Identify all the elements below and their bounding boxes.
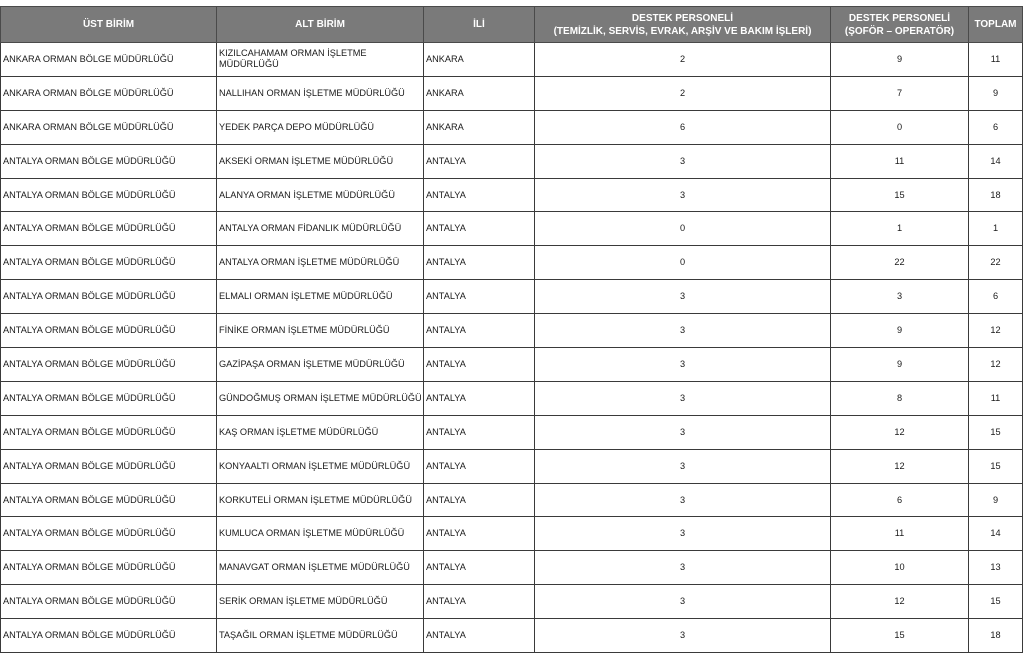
cell-toplam: 14 <box>969 144 1023 178</box>
cell-toplam: 22 <box>969 246 1023 280</box>
cell-destek2: 11 <box>831 144 969 178</box>
cell-ust-birim: ANTALYA ORMAN BÖLGE MÜDÜRLÜĞÜ <box>1 517 217 551</box>
cell-ust-birim: ANTALYA ORMAN BÖLGE MÜDÜRLÜĞÜ <box>1 314 217 348</box>
table-body <box>1 43 1023 653</box>
cell-ust-birim: ANKARA ORMAN BÖLGE MÜDÜRLÜĞÜ <box>1 43 217 77</box>
cell-alt-birim: AKSEKİ ORMAN İŞLETME MÜDÜRLÜĞÜ <box>217 144 424 178</box>
cell-destek2: 12 <box>831 449 969 483</box>
header-destek1-line1: DESTEK PERSONELİ <box>631 12 734 24</box>
cell-destek1: 3 <box>535 619 831 653</box>
cell-destek1: 0 <box>535 212 831 246</box>
table-row <box>1 212 1023 246</box>
table-row <box>1 280 1023 314</box>
cell-destek1: 6 <box>535 110 831 144</box>
cell-destek2: 9 <box>831 43 969 77</box>
cell-destek2: 8 <box>831 381 969 415</box>
cell-ili: ANTALYA <box>424 415 535 449</box>
cell-destek1: 3 <box>535 280 831 314</box>
cell-destek1: 3 <box>535 517 831 551</box>
cell-toplam: 18 <box>969 178 1023 212</box>
cell-ili: ANKARA <box>424 110 535 144</box>
cell-destek2: 11 <box>831 517 969 551</box>
table-row <box>1 585 1023 619</box>
header-ust-birim: ÜST BİRİM <box>1 7 217 43</box>
cell-destek2: 3 <box>831 280 969 314</box>
cell-toplam: 13 <box>969 551 1023 585</box>
cell-alt-birim: FİNİKE ORMAN İŞLETME MÜDÜRLÜĞÜ <box>217 314 424 348</box>
cell-ili: ANTALYA <box>424 144 535 178</box>
table-row <box>1 178 1023 212</box>
cell-destek1: 2 <box>535 76 831 110</box>
cell-ust-birim: ANTALYA ORMAN BÖLGE MÜDÜRLÜĞÜ <box>1 619 217 653</box>
cell-destek2: 12 <box>831 585 969 619</box>
cell-ust-birim: ANKARA ORMAN BÖLGE MÜDÜRLÜĞÜ <box>1 76 217 110</box>
cell-ust-birim: ANTALYA ORMAN BÖLGE MÜDÜRLÜĞÜ <box>1 144 217 178</box>
cell-alt-birim: GÜNDOĞMUŞ ORMAN İŞLETME MÜDÜRLÜĞÜ <box>217 381 424 415</box>
cell-destek2: 9 <box>831 314 969 348</box>
cell-alt-birim: SERİK ORMAN İŞLETME MÜDÜRLÜĞÜ <box>217 585 424 619</box>
cell-destek1: 3 <box>535 551 831 585</box>
cell-ust-birim: ANTALYA ORMAN BÖLGE MÜDÜRLÜĞÜ <box>1 551 217 585</box>
cell-destek1: 3 <box>535 178 831 212</box>
personnel-table-wrapper <box>0 6 1023 653</box>
cell-toplam: 6 <box>969 110 1023 144</box>
table-row <box>1 144 1023 178</box>
table-row <box>1 415 1023 449</box>
cell-ust-birim: ANTALYA ORMAN BÖLGE MÜDÜRLÜĞÜ <box>1 246 217 280</box>
table-row <box>1 110 1023 144</box>
header-destek-personeli-temizlik <box>535 7 831 43</box>
cell-alt-birim: YEDEK PARÇA DEPO MÜDÜRLÜĞÜ <box>217 110 424 144</box>
cell-destek2: 6 <box>831 483 969 517</box>
cell-toplam: 18 <box>969 619 1023 653</box>
table-row <box>1 314 1023 348</box>
header-destek2-line2: (ŞOFÖR – OPERATÖR) <box>844 25 955 37</box>
cell-destek1: 0 <box>535 246 831 280</box>
cell-ili: ANTALYA <box>424 314 535 348</box>
cell-alt-birim: MANAVGAT ORMAN İŞLETME MÜDÜRLÜĞÜ <box>217 551 424 585</box>
cell-alt-birim: ANTALYA ORMAN FİDANLIK MÜDÜRLÜĞÜ <box>217 212 424 246</box>
cell-destek2: 15 <box>831 178 969 212</box>
cell-alt-birim: ELMALI ORMAN İŞLETME MÜDÜRLÜĞÜ <box>217 280 424 314</box>
header-destek-personeli-sofor <box>831 7 969 43</box>
cell-ust-birim: ANTALYA ORMAN BÖLGE MÜDÜRLÜĞÜ <box>1 178 217 212</box>
cell-toplam: 1 <box>969 212 1023 246</box>
table-row <box>1 483 1023 517</box>
table-row <box>1 517 1023 551</box>
cell-ili: ANTALYA <box>424 551 535 585</box>
cell-alt-birim: ALANYA ORMAN İŞLETME MÜDÜRLÜĞÜ <box>217 178 424 212</box>
cell-ili: ANTALYA <box>424 483 535 517</box>
table-row <box>1 43 1023 77</box>
cell-ust-birim: ANTALYA ORMAN BÖLGE MÜDÜRLÜĞÜ <box>1 280 217 314</box>
cell-toplam: 9 <box>969 483 1023 517</box>
header-ili: İLİ <box>424 7 535 43</box>
cell-toplam: 15 <box>969 585 1023 619</box>
table-row <box>1 246 1023 280</box>
cell-toplam: 12 <box>969 348 1023 382</box>
cell-toplam: 9 <box>969 76 1023 110</box>
cell-destek2: 9 <box>831 348 969 382</box>
cell-toplam: 11 <box>969 381 1023 415</box>
cell-ust-birim: ANTALYA ORMAN BÖLGE MÜDÜRLÜĞÜ <box>1 449 217 483</box>
cell-destek1: 3 <box>535 483 831 517</box>
cell-destek2: 1 <box>831 212 969 246</box>
cell-toplam: 6 <box>969 280 1023 314</box>
cell-ili: ANTALYA <box>424 212 535 246</box>
header-toplam: TOPLAM <box>969 7 1023 43</box>
cell-alt-birim: NALLIHAN ORMAN İŞLETME MÜDÜRLÜĞÜ <box>217 76 424 110</box>
cell-ili: ANTALYA <box>424 517 535 551</box>
cell-destek2: 15 <box>831 619 969 653</box>
cell-ust-birim: ANTALYA ORMAN BÖLGE MÜDÜRLÜĞÜ <box>1 415 217 449</box>
personnel-table <box>0 6 1023 653</box>
header-alt-birim: ALT BİRİM <box>217 7 424 43</box>
cell-ili: ANTALYA <box>424 585 535 619</box>
cell-ili: ANTALYA <box>424 449 535 483</box>
cell-destek1: 3 <box>535 415 831 449</box>
cell-ust-birim: ANTALYA ORMAN BÖLGE MÜDÜRLÜĞÜ <box>1 381 217 415</box>
cell-ust-birim: ANTALYA ORMAN BÖLGE MÜDÜRLÜĞÜ <box>1 585 217 619</box>
table-header <box>1 7 1023 43</box>
cell-destek2: 12 <box>831 415 969 449</box>
cell-destek1: 3 <box>535 449 831 483</box>
cell-ust-birim: ANTALYA ORMAN BÖLGE MÜDÜRLÜĞÜ <box>1 212 217 246</box>
cell-toplam: 15 <box>969 415 1023 449</box>
cell-destek1: 3 <box>535 314 831 348</box>
cell-ust-birim: ANTALYA ORMAN BÖLGE MÜDÜRLÜĞÜ <box>1 483 217 517</box>
header-destek1-line2: (TEMİZLİK, SERVİS, EVRAK, ARŞİV VE BAKIM İŞLERİ) <box>553 25 812 37</box>
cell-toplam: 14 <box>969 517 1023 551</box>
table-row <box>1 619 1023 653</box>
cell-destek1: 3 <box>535 585 831 619</box>
cell-destek1: 2 <box>535 43 831 77</box>
cell-destek2: 22 <box>831 246 969 280</box>
cell-toplam: 15 <box>969 449 1023 483</box>
cell-ili: ANTALYA <box>424 381 535 415</box>
cell-alt-birim: KIZILCAHAMAM ORMAN İŞLETME MÜDÜRLÜĞÜ <box>217 43 424 77</box>
table-row <box>1 551 1023 585</box>
cell-alt-birim: KAŞ ORMAN İŞLETME MÜDÜRLÜĞÜ <box>217 415 424 449</box>
header-row <box>1 7 1023 43</box>
cell-ili: ANKARA <box>424 76 535 110</box>
cell-destek1: 3 <box>535 348 831 382</box>
cell-alt-birim: GAZİPAŞA ORMAN İŞLETME MÜDÜRLÜĞÜ <box>217 348 424 382</box>
cell-ili: ANTALYA <box>424 246 535 280</box>
cell-ili: ANTALYA <box>424 178 535 212</box>
cell-alt-birim: ANTALYA ORMAN İŞLETME MÜDÜRLÜĞÜ <box>217 246 424 280</box>
cell-ust-birim: ANTALYA ORMAN BÖLGE MÜDÜRLÜĞÜ <box>1 348 217 382</box>
cell-ust-birim: ANKARA ORMAN BÖLGE MÜDÜRLÜĞÜ <box>1 110 217 144</box>
table-row <box>1 449 1023 483</box>
table-row <box>1 381 1023 415</box>
cell-ili: ANKARA <box>424 43 535 77</box>
cell-alt-birim: TAŞAĞIL ORMAN İŞLETME MÜDÜRLÜĞÜ <box>217 619 424 653</box>
cell-ili: ANTALYA <box>424 619 535 653</box>
cell-alt-birim: KORKUTELİ ORMAN İŞLETME MÜDÜRLÜĞÜ <box>217 483 424 517</box>
cell-destek2: 0 <box>831 110 969 144</box>
cell-ili: ANTALYA <box>424 348 535 382</box>
cell-toplam: 11 <box>969 43 1023 77</box>
cell-ili: ANTALYA <box>424 280 535 314</box>
table-row <box>1 76 1023 110</box>
header-destek2-line1: DESTEK PERSONELİ <box>848 12 951 24</box>
cell-destek2: 10 <box>831 551 969 585</box>
table-row <box>1 348 1023 382</box>
cell-destek2: 7 <box>831 76 969 110</box>
cell-alt-birim: KUMLUCA ORMAN İŞLETME MÜDÜRLÜĞÜ <box>217 517 424 551</box>
cell-destek1: 3 <box>535 381 831 415</box>
cell-alt-birim: KONYAALTI ORMAN İŞLETME MÜDÜRLÜĞÜ <box>217 449 424 483</box>
cell-destek1: 3 <box>535 144 831 178</box>
cell-toplam: 12 <box>969 314 1023 348</box>
